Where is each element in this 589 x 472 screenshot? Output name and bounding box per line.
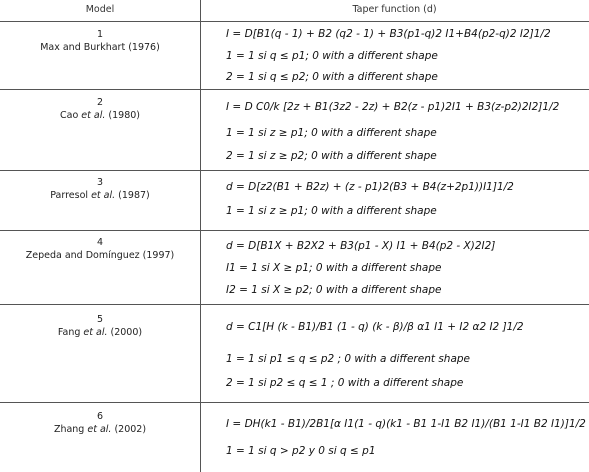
taper-equation: I = DH(k1 - B1)/2B1[α I1(1 - q)(k1 - B1 1-I1 B2 I1)/(B1 1-I1 B2 I1)]1/2 xyxy=(226,418,586,430)
taper-equation: I = D[B1(q - 1) + B2 (q2 - 1) + B3(p1-q)2 I1+B4(p2-q)2 I2]1/2 xyxy=(226,28,551,40)
model-number: 5 xyxy=(96,314,104,325)
indicator-condition: 1 = 1 si z ≥ p1; 0 with a different shape xyxy=(226,127,437,139)
indicator-condition: 1 = 1 si z ≥ p1; 0 with a different shape xyxy=(226,205,437,217)
model-cell xyxy=(0,410,200,437)
model-cell xyxy=(0,96,200,123)
row-divider xyxy=(0,304,589,305)
model-cell xyxy=(0,313,200,340)
taper-equation: d = D[z2(B1 + B2z) + (z - p1)2(B3 + B4(z+2p1))I1]1/2 xyxy=(226,181,514,193)
model-number: 4 xyxy=(96,237,104,248)
model-reference: Parresol et al. (1987) xyxy=(50,190,150,201)
indicator-condition: 2 = 1 si q ≤ p2; 0 with a different shape xyxy=(226,71,438,83)
row-divider xyxy=(0,402,589,403)
row-divider xyxy=(0,89,589,90)
model-reference: Fang et al. (2000) xyxy=(57,327,143,338)
model-number: 2 xyxy=(96,97,104,108)
indicator-condition: 1 = 1 si q > p2 y 0 si q ≤ p1 xyxy=(226,445,376,457)
indicator-condition: 1 = 1 si p1 ≤ q ≤ p2 ; 0 with a different shape xyxy=(226,353,471,365)
model-cell xyxy=(0,236,200,263)
model-number: 3 xyxy=(96,177,104,188)
indicator-condition: 2 = 1 si z ≥ p2; 0 with a different shape xyxy=(226,150,437,162)
header-rule xyxy=(0,21,589,22)
column-separator xyxy=(200,0,201,472)
column-header-model: Model xyxy=(85,4,115,15)
indicator-condition: I1 = 1 si X ≥ p1; 0 with a different shape xyxy=(226,262,442,274)
row-divider xyxy=(0,170,589,171)
model-reference: Max and Burkhart (1976) xyxy=(40,42,160,53)
model-cell xyxy=(0,28,200,55)
model-reference: Zhang et al. (2002) xyxy=(53,424,147,435)
model-number: 1 xyxy=(96,29,104,40)
model-number: 6 xyxy=(96,411,104,422)
taper-equation: d = D[B1X + B2X2 + B3(p1 - X) I1 + B4(p2 - X)2I2] xyxy=(226,240,496,252)
taper-equation: d = C1[H (k - B1)/B1 (1 - q) (k - β)/β α1 I1 + I2 α2 I2 ]1/2 xyxy=(226,321,524,333)
model-reference: Cao et al. (1980) xyxy=(60,110,140,121)
indicator-condition: 2 = 1 si p2 ≤ q ≤ 1 ; 0 with a different shape xyxy=(226,377,464,389)
taper-equation: I = D C0/k [2z + B1(3z2 - 2z) + B2(z - p1)2I1 + B3(z-p2)2I2]1/2 xyxy=(226,101,560,113)
indicator-condition: 1 = 1 si q ≤ p1; 0 with a different shape xyxy=(226,50,438,62)
model-cell xyxy=(0,176,200,203)
row-divider xyxy=(0,230,589,231)
column-header-taper-function: Taper function (d) xyxy=(352,4,437,15)
model-reference: Zepeda and Domínguez (1997) xyxy=(25,250,175,261)
indicator-condition: I2 = 1 si X ≥ p2; 0 with a different shape xyxy=(226,284,442,296)
